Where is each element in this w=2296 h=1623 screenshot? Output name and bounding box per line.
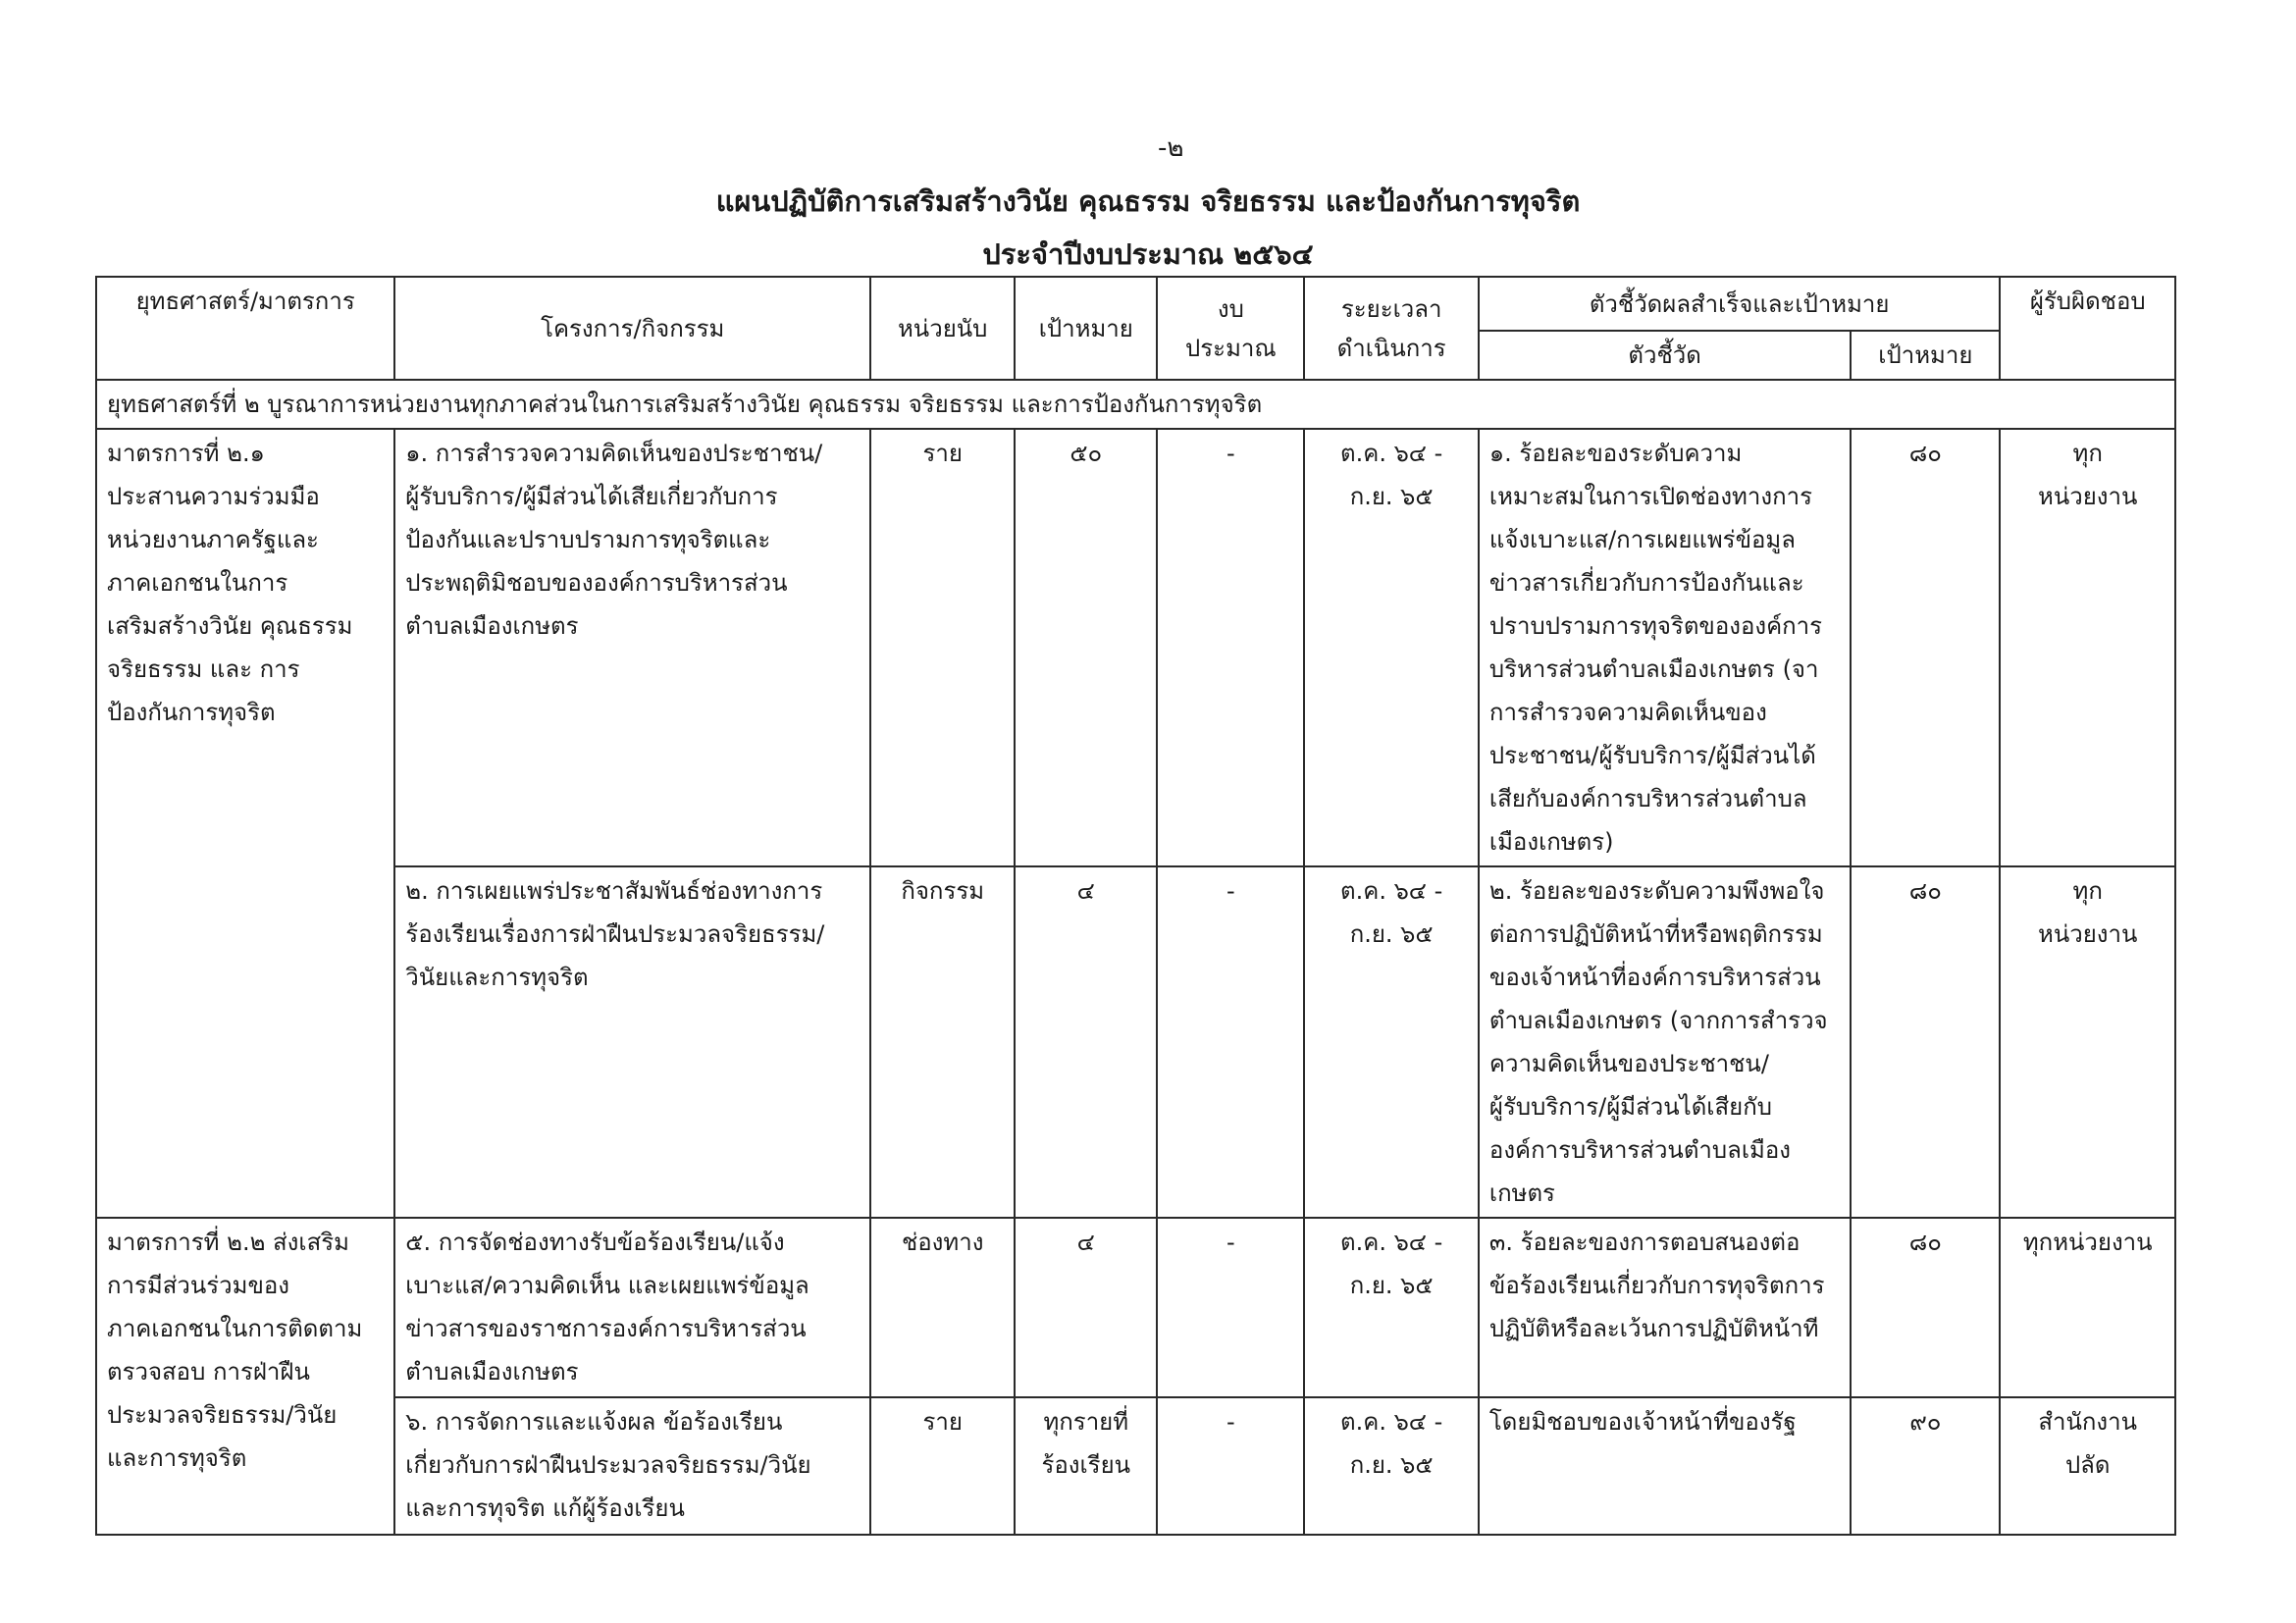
target-cell: ๕๐ [1015,429,1157,866]
kpi-target-cell: ๘๐ [1851,429,2000,866]
kpi-cell: ๓. ร้อยละของการตอบสนองต่อ ข้อร้องเรียนเกี่ยวกับการทุจริตการ ปฏิบัติหรือละเว้นการปฏิบัติหน้าที [1479,1218,1851,1397]
budget-cell: - [1157,429,1304,866]
project-cell: ๒. การเผยแพร่ประชาสัมพันธ์ช่องทางการ ร้องเรียนเรื่องการฝ่าฝืนประมวลจริยธรรม/ วินัยและการทุจริต [394,866,870,1218]
measure-cell: มาตรการที่ ๒.๑ ประสานความร่วมมือ หน่วยงานภาครัฐและ ภาคเอกชนในการ เสริมสร้างวินัย คุณธรรม จริยธรรม และ การ ป้องกันการทุจริต [96,429,394,1218]
kpi-target-cell: ๘๐ [1851,866,2000,1218]
period-cell: ต.ค. ๖๔ - ก.ย. ๖๕ [1304,866,1479,1218]
target-cell: ทุกรายที่ ร้องเรียน [1015,1397,1157,1535]
period-cell: ต.ค. ๖๔ - ก.ย. ๖๕ [1304,429,1479,866]
header-project: โครงการ/กิจกรรม [394,277,870,380]
target-cell: ๔ [1015,1218,1157,1397]
header-strategy: ยุทธศาสตร์/มาตรการ [96,277,394,380]
header-kpi-target: เป้าหมาย [1851,331,2000,380]
table-row [96,1218,2175,1397]
period-cell: ต.ค. ๖๔ - ก.ย. ๖๕ [1304,1397,1479,1535]
unit-cell: กิจกรรม [870,866,1015,1218]
responsible-cell: ทุก หน่วยงาน [2000,866,2175,1218]
strategy-row: ยุทธศาสตร์ที่ ๒ บูรณาการหน่วยงานทุกภาคส่วนในการเสริมสร้างวินัย คุณธรรม จริยธรรม และการป้องกันการทุจริต [96,380,2175,429]
action-plan-table [95,276,2176,1536]
header-budget: งบ ประมาณ [1157,277,1304,380]
header-responsible: ผู้รับผิดชอบ [2000,277,2175,380]
responsible-cell: ทุก หน่วยงาน [2000,429,2175,866]
unit-cell: ราย [870,1397,1015,1535]
unit-cell: ช่องทาง [870,1218,1015,1397]
unit-cell: ราย [870,429,1015,866]
document-subtitle: ประจำปีงบประมาณ ๒๕๖๔ [982,237,1314,271]
table-row [96,1397,2175,1535]
budget-cell: - [1157,1397,1304,1535]
page-number: -๒ [1158,133,1184,163]
budget-cell: - [1157,866,1304,1218]
header-kpi-group: ตัวชี้วัดผลสำเร็จและเป้าหมาย [1479,277,2001,331]
table-row [96,866,2175,1218]
document-title: แผนปฏิบัติการเสริมสร้างวินัย คุณธรรม จริยธรรม และป้องกันการทุจริต [715,184,1581,218]
kpi-target-cell: ๘๐ [1851,1218,2000,1397]
kpi-cell: ๑. ร้อยละของระดับความ เหมาะสมในการเปิดช่องทางการ แจ้งเบาะแส/การเผยแพร่ข้อมูล ข่าวสารเกี่ยวกับการป้องกันและ ปราบปรามการทุจริตขององค์การ บริหารส่วนตำบลเมืองเกษตร (จา การสำรวจความคิดเห็นของ ประชาชน/ผู้รับบริการ/ผู้มีส่วนได้ เสียกับองค์การบริหารส่วนตำบล เมืองเกษตร) [1479,429,1851,866]
project-cell: ๕. การจัดช่องทางรับข้อร้องเรียน/แจ้ง เบาะแส/ความคิดเห็น และเผยแพร่ข้อมูล ข่าวสารของราชการองค์การบริหารส่วน ตำบลเมืองเกษตร [394,1218,870,1397]
header-unit: หน่วยนับ [870,277,1015,380]
project-cell: ๖. การจัดการและแจ้งผล ข้อร้องเรียน เกี่ยวกับการฝ่าฝืนประมวลจริยธรรม/วินัย และการทุจริต แก้ผู้ร้องเรียน [394,1397,870,1535]
kpi-cell: ๒. ร้อยละของระดับความพึงพอใจ ต่อการปฏิบัติหน้าที่หรือพฤติกรรม ของเจ้าหน้าที่องค์การบริหารส่วน ตำบลเมืองเกษตร (จากการสำรวจ ความคิดเห็นของประชาชน/ ผู้รับบริการ/ผู้มีส่วนได้เสียกับ องค์การบริหารส่วนตำบลเมือง เกษตร [1479,866,1851,1218]
kpi-target-cell: ๙๐ [1851,1397,2000,1535]
header-period: ระยะเวลา ดำเนินการ [1304,277,1479,380]
header-target: เป้าหมาย [1015,277,1157,380]
table-row [96,429,2175,866]
responsible-cell: ทุกหน่วยงาน [2000,1218,2175,1397]
measure-cell: มาตรการที่ ๒.๒ ส่งเสริม การมีส่วนร่วมของ ภาคเอกชนในการติดตาม ตรวจสอบ การฝ่าฝืน ประมวลจริยธรรม/วินัย และการทุจริต [96,1218,394,1535]
target-cell: ๔ [1015,866,1157,1218]
budget-cell: - [1157,1218,1304,1397]
period-cell: ต.ค. ๖๔ - ก.ย. ๖๕ [1304,1218,1479,1397]
project-cell: ๑. การสำรวจความคิดเห็นของประชาชน/ ผู้รับบริการ/ผู้มีส่วนได้เสียเกี่ยวกับการ ป้องกันและปราบปรามการทุจริตและ ประพฤติมิชอบขององค์การบริหารส่วน ตำบลเมืองเกษตร [394,429,870,866]
kpi-cell: โดยมิชอบของเจ้าหน้าที่ของรัฐ [1479,1397,1851,1535]
header-kpi: ตัวชี้วัด [1479,331,1851,380]
responsible-cell: สำนักงาน ปลัด [2000,1397,2175,1535]
